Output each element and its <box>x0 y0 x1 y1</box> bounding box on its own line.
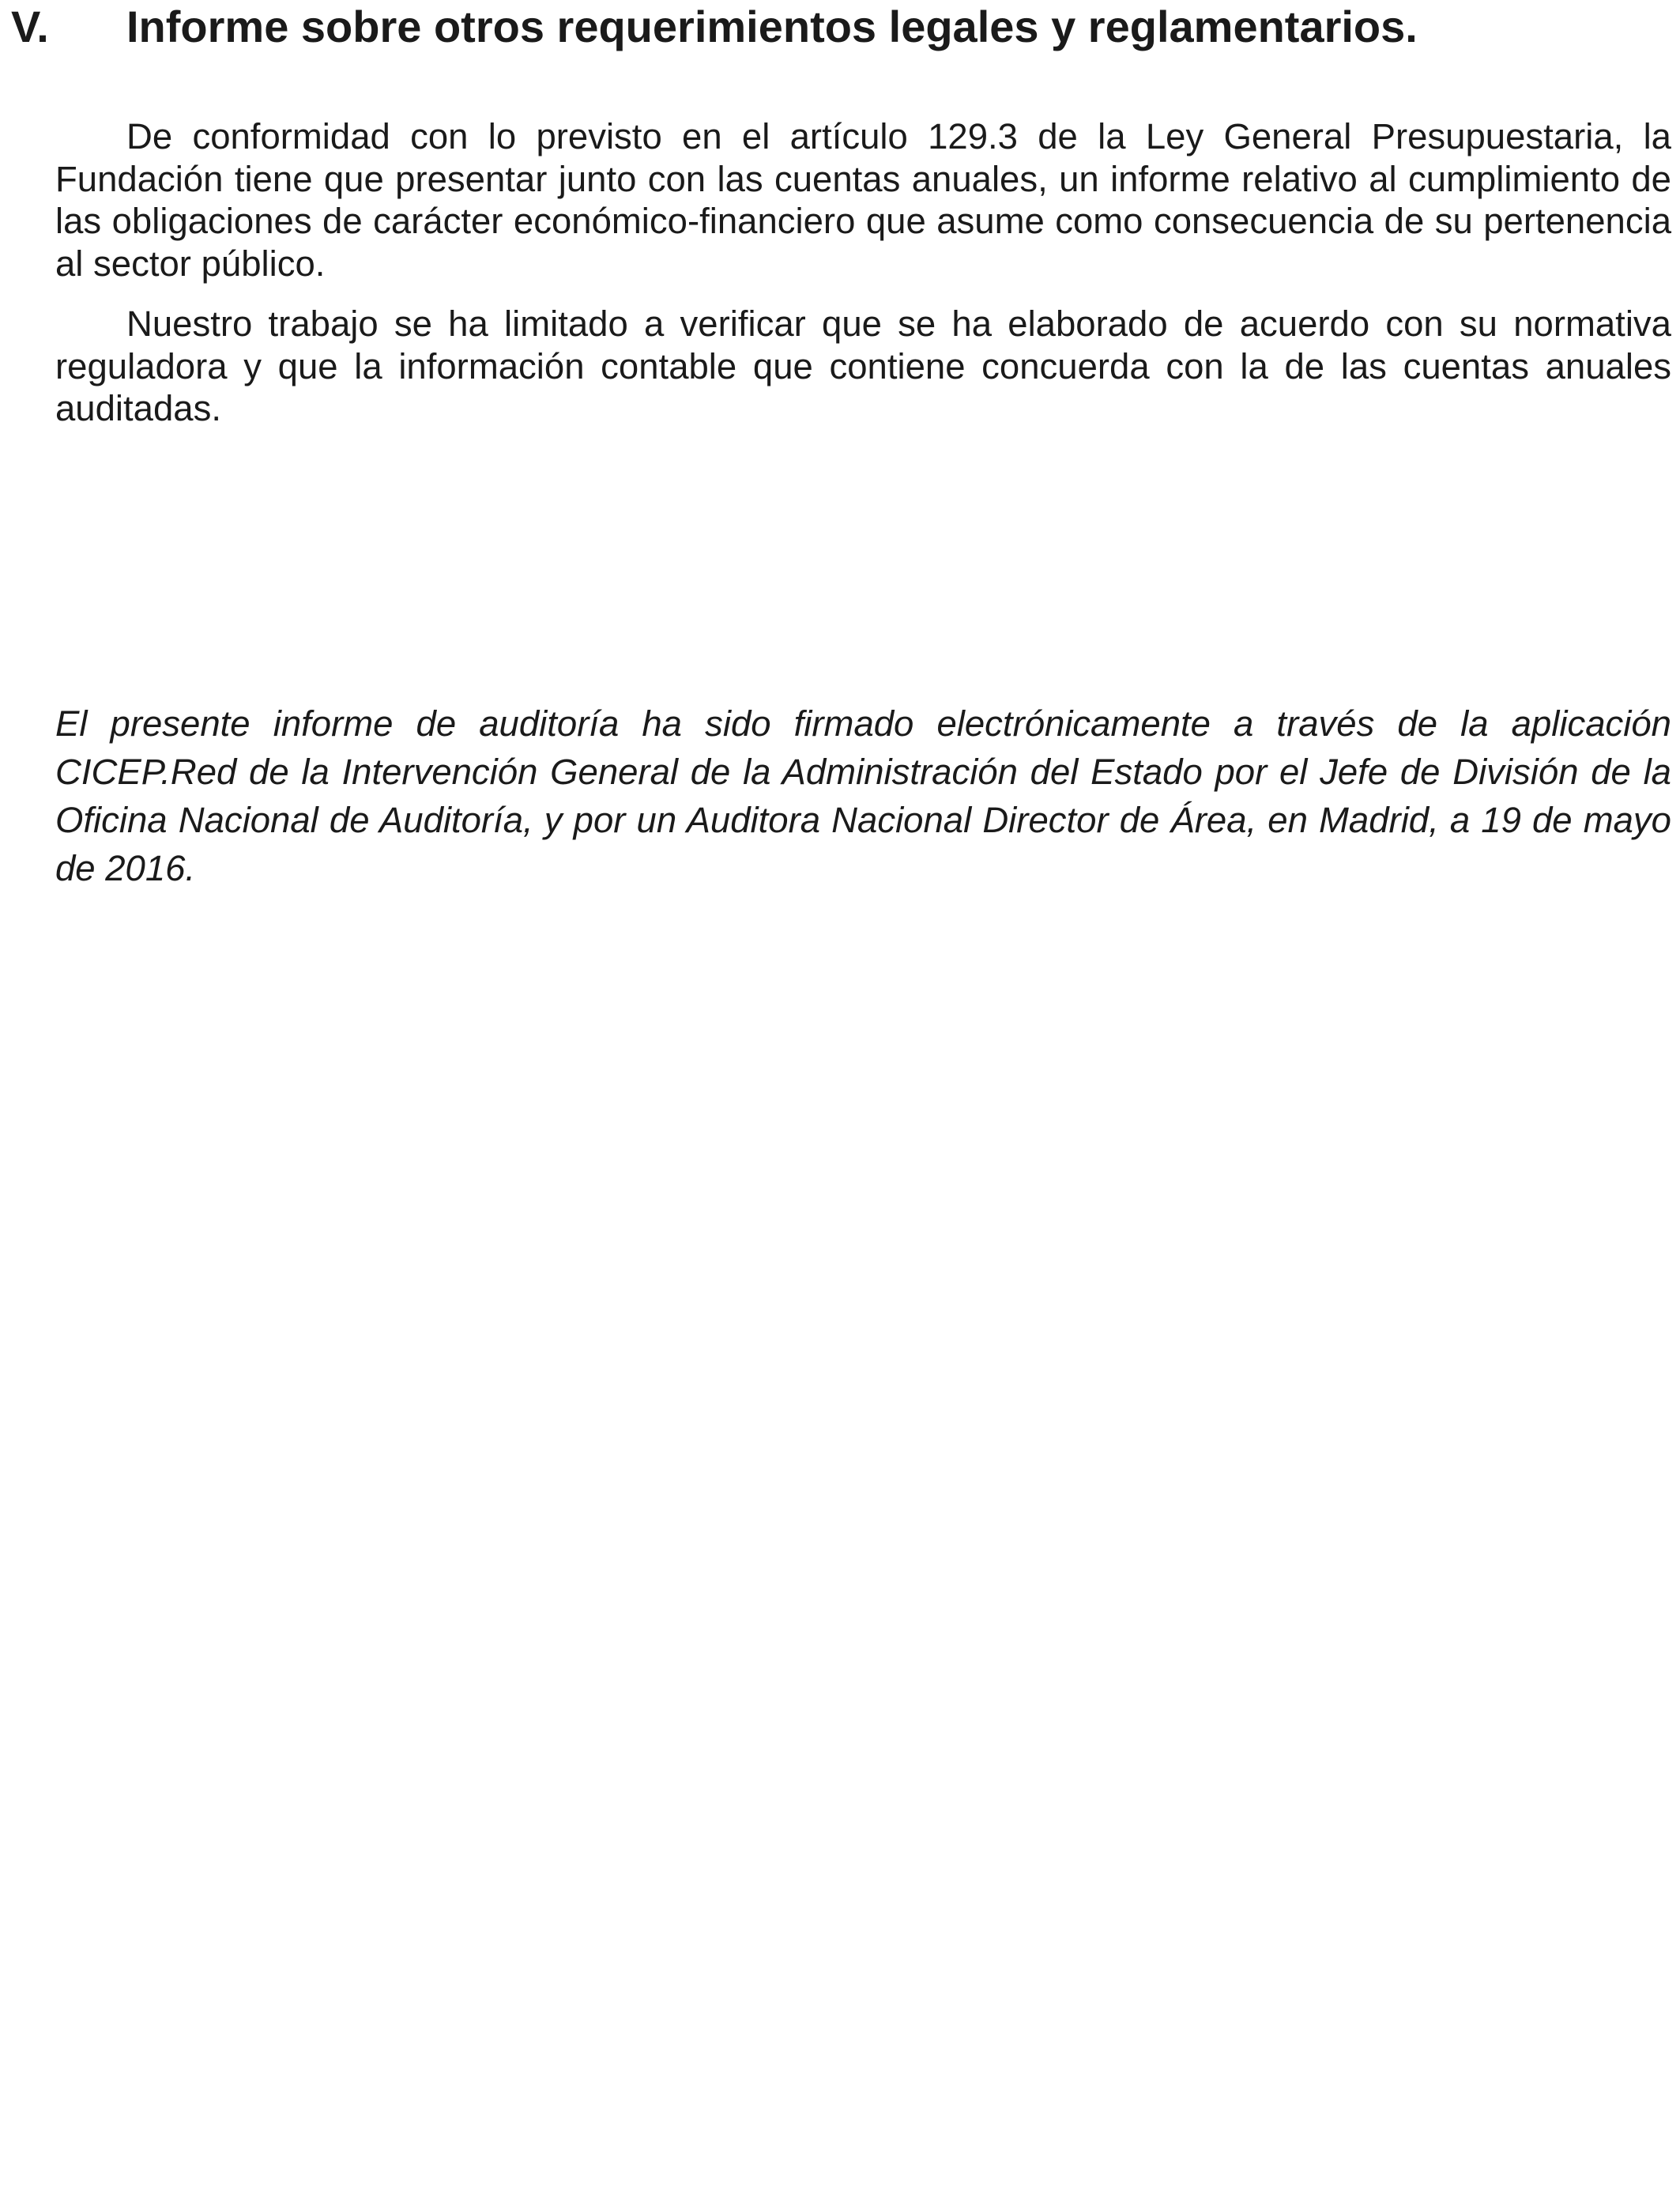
section-number: V. <box>11 2 49 51</box>
paragraph-legal-requirement: De conformidad con lo previsto en el artículo 129.3 de la Ley General Presupuestaria, la Fundación tiene que presentar junto con las cuentas anuales, un informe relativo al cumplimiento de las obligaciones de carácter económico-financiero que asume como consecuencia de su pertenencia al sector público. <box>55 116 1671 284</box>
electronic-signature-note: El presente informe de auditoría ha sido firmado electrónicamente a través de la aplicación CICEP.Red de la Intervención General de la Administración del Estado por el Jefe de División de la Oficina Nacional de Auditoría, y por un Auditora Nacional Director de Área, en Madrid, a 19 de mayo de 2016. <box>55 703 1671 888</box>
section-heading <box>0 0 1680 63</box>
section-title: Informe sobre otros requerimientos legales y reglamentarios. <box>126 2 1418 51</box>
paragraph-work-scope: Nuestro trabajo se ha limitado a verificar que se ha elaborado de acuerdo con su normativa reguladora y que la información contable que contiene concuerda con la de las cuentas anuales auditadas. <box>55 303 1671 428</box>
